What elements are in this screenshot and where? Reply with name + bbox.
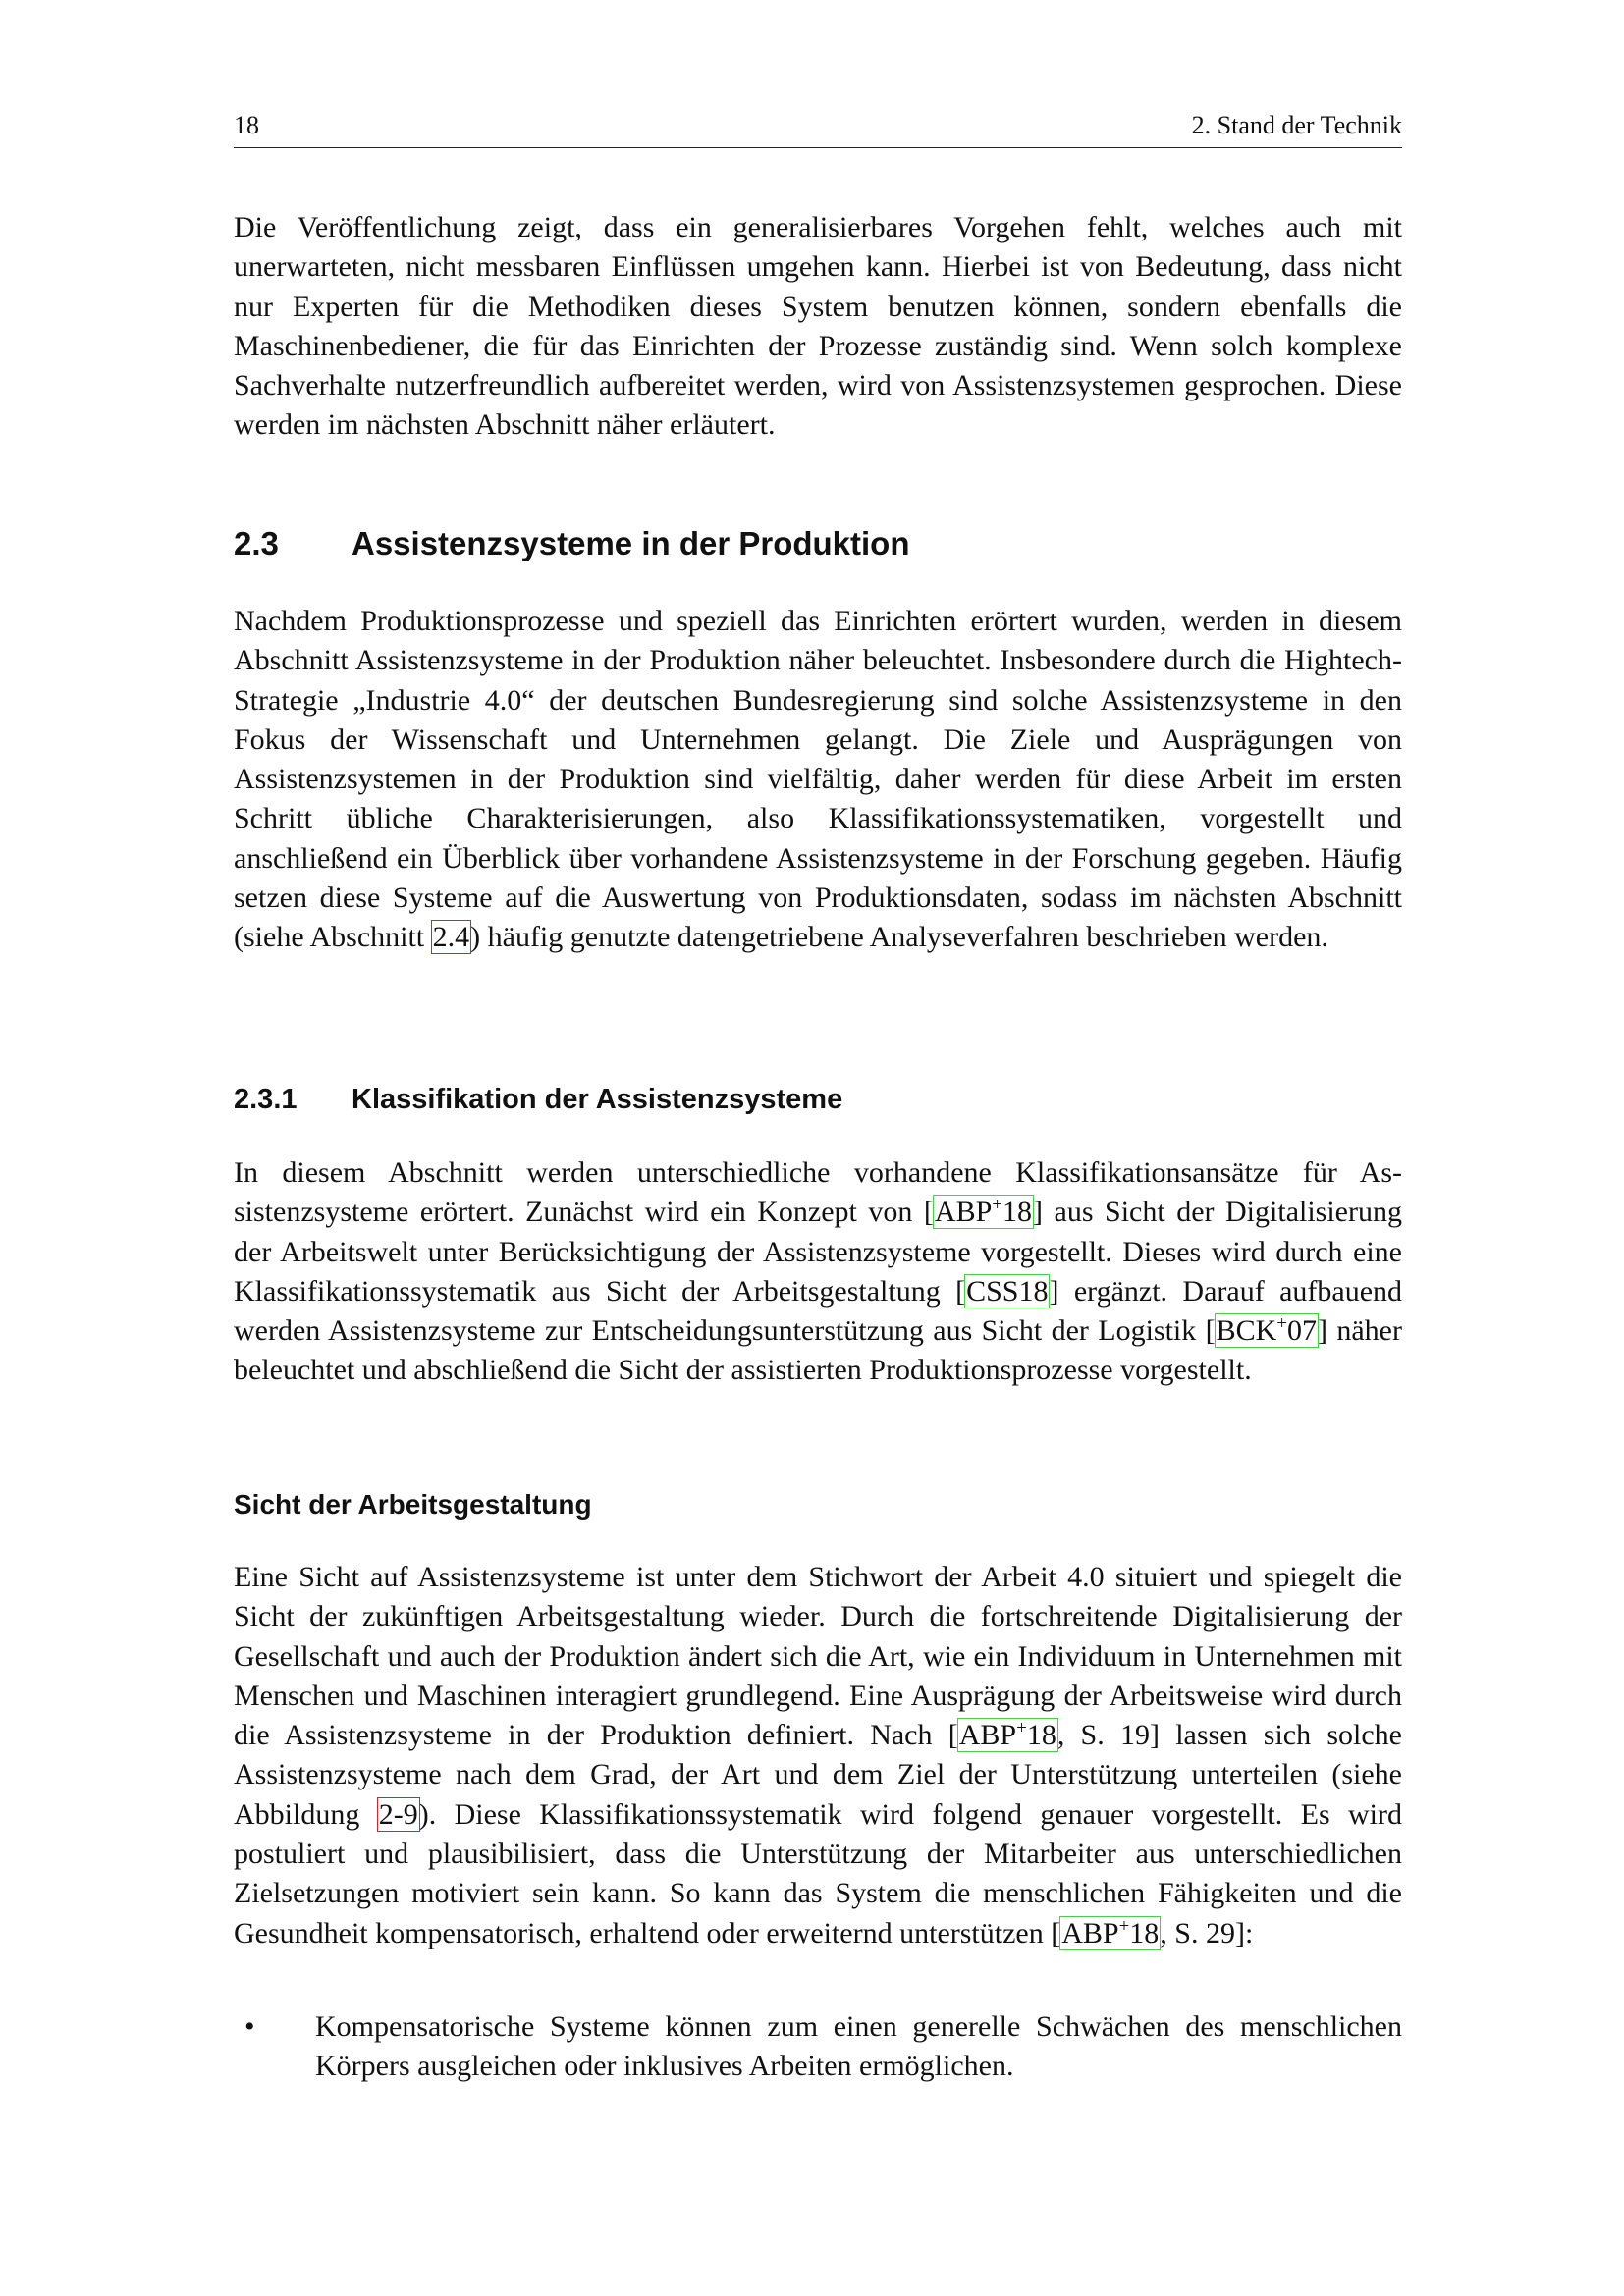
- section-number: 2.3: [234, 525, 279, 561]
- paragraph-text: ). Diese Klassifikationssystematik wird folgend genauer vorgestellt. Es wird postuliert und plausibilisiert, dass die Unterstützung der Mitarbeiter aus unterschiedlichen Zielsetzungen motiviert sein kann. So kann das System die menschlichen Fähigkeiten und die Gesundheit kompensatorisch, erhaltend oder erweiternd unterstützen [: [234, 1797, 1402, 1949]
- subsection-heading-2-3-1: [234, 1082, 842, 1117]
- paragraph-text: ] näher beleuchtet und abschließend die Sicht der assistierten Produktionsprozesse vorgestellt.: [234, 1314, 1402, 1387]
- citation-link[interactable]: [958, 1719, 1057, 1751]
- paragraph-text: ) häufig genutzte datengetriebene Analyseverfahren beschrieben werden.: [470, 921, 1328, 954]
- citation-link[interactable]: CSS18: [966, 1274, 1049, 1308]
- running-title: 2. Stand der Technik: [1191, 111, 1402, 139]
- list-item: [244, 2007, 1402, 2087]
- citation-link[interactable]: [934, 1196, 1033, 1228]
- paragraph-text: , S. 19] lassen sich solche Assistenzsysteme nach dem Grad, der Art und dem Ziel der Unterstützung unterteilen (siehe Abbildung: [234, 1719, 1402, 1831]
- intro-paragraph: Die Veröffentlichung zeigt, dass ein generalisierbares Vorgehen fehlt, welches auch mit unerwarteten, nicht messbaren Einflüssen umgehen kann. Hierbei ist von Bedeutung, dass nicht nur Experten für die Methodiken dieses System benutzen können, sondern ebenfalls die Maschinenbediener, die für das Einrichten der Prozesse zuständig sind. Wenn solch komplexe Sachverhalte nutzerfreundlich aufbereitet werden, wird von Assistenzsystemen gesprochen. Diese werden im nächsten Abschnitt näher erläutert.: [234, 211, 1402, 442]
- paragraph-text: ] aus Sicht der Digitalisierung der Arbeitswelt unter Berücksichtigung der Assistenzsysteme vorgestellt. Dieses wird durch eine Klassifikationssystematik aus Sicht der Arbeitsgestaltung [: [234, 1196, 1402, 1308]
- citation-sup: +: [1118, 1915, 1130, 1937]
- list-item-text: Kompensatorische Systeme können zum einen generelle Schwächen des menschlichen Körpers ausgleichen oder inklusives Arbeiten ermöglichen.: [315, 2010, 1402, 2083]
- bullet-marker: •: [244, 2010, 255, 2043]
- citation-text: ABP: [1061, 1916, 1119, 1949]
- paragraph-text: Eine Sicht auf Assistenzsysteme ist unter dem Stichwort der Arbeit 4.0 situiert und spiegelt die Sicht der zukünftigen Arbeitsgestaltung wieder. Durch die fortschreitende Digitalisierung der Gesellschaft und auch der Produktion ändert sich die Art, wie ein Individuum in Unternehmen mit Menschen und Maschinen interagiert grundlegend. Eine Ausprägung der Arbeitsweise wird durch die Assistenzsysteme in der Produktion definiert. Nach [: [234, 1561, 1402, 1752]
- subsubsection-heading: Sicht der Arbeitsgestaltung: [234, 1489, 592, 1520]
- citation-sup: +: [992, 1195, 1002, 1216]
- citation-text: 07: [1287, 1314, 1318, 1348]
- section-2-3-1-paragraph: [234, 1153, 1402, 1391]
- paragraph-text: ] ergänzt. Darauf aufbauend werden Assistenzsysteme zur Entscheidungsunterstützung aus Sicht der Logistik [: [234, 1274, 1403, 1348]
- paragraph-text: , S. 29]:: [1160, 1916, 1254, 1949]
- paragraph-text: Nachdem Produktionsprozesse und speziell das Einrichten erörtert wurden, werden in diesem Abschnitt Assistenzsysteme in der Produktion näher beleuchtet. Insbesondere durch die Hightech-Strategie „Industrie 4.0“ der deutschen Bundesregierung sind solche Assistenzsysteme in den Fokus der Wissenschaft und Unternehmen gelangt. Die Ziele und Ausprägungen von Assistenzsystemen in der Produktion sind vielfältig, daher werden für diese Arbeit im ersten Schritt übliche Charakterisierungen, also Klassifikationssystematiken, vorgestellt und anschließend ein Überblick über vorhandene Assistenzsysteme in der Forschung gegeben. Häufig setzen diese Systeme auf die Auswertung von Produktionsdaten, sodass im nächsten Abschnitt (siehe Abschnitt: [234, 605, 1402, 954]
- section-2-3-paragraph: [234, 602, 1402, 958]
- subsection-title: Klassifikation der Assistenzsysteme: [352, 1084, 843, 1115]
- page-header: [234, 110, 1402, 148]
- section-title: Assistenzsysteme in der Produktion: [352, 525, 910, 561]
- citation-sup: +: [1016, 1718, 1027, 1739]
- citation-link[interactable]: [1216, 1314, 1318, 1347]
- citation-text: BCK: [1216, 1314, 1277, 1348]
- citation-text: ABP: [958, 1719, 1017, 1752]
- citation-text: 18: [1026, 1719, 1056, 1752]
- figure-ref-link[interactable]: 2-9: [378, 1797, 418, 1831]
- arbeitsgestaltung-paragraph: [234, 1558, 1402, 1953]
- paragraph-text: In diesem Abschnitt werden unterschiedliche vorhandene Klassifikationsansätze für Assistenzsysteme erörtert. Zunächst wird ein Konzept von [: [234, 1156, 1402, 1229]
- section-ref-link[interactable]: 2.4: [432, 921, 470, 954]
- citation-text: 18: [1002, 1196, 1032, 1229]
- subsection-number: 2.3.1: [234, 1084, 298, 1115]
- citation-sup: +: [1276, 1313, 1288, 1335]
- citation-text: ABP: [934, 1196, 993, 1229]
- section-heading-2-3: [234, 524, 910, 563]
- page-number: 18: [234, 111, 259, 139]
- citation-text: 18: [1129, 1916, 1160, 1949]
- citation-link[interactable]: [1060, 1917, 1160, 1949]
